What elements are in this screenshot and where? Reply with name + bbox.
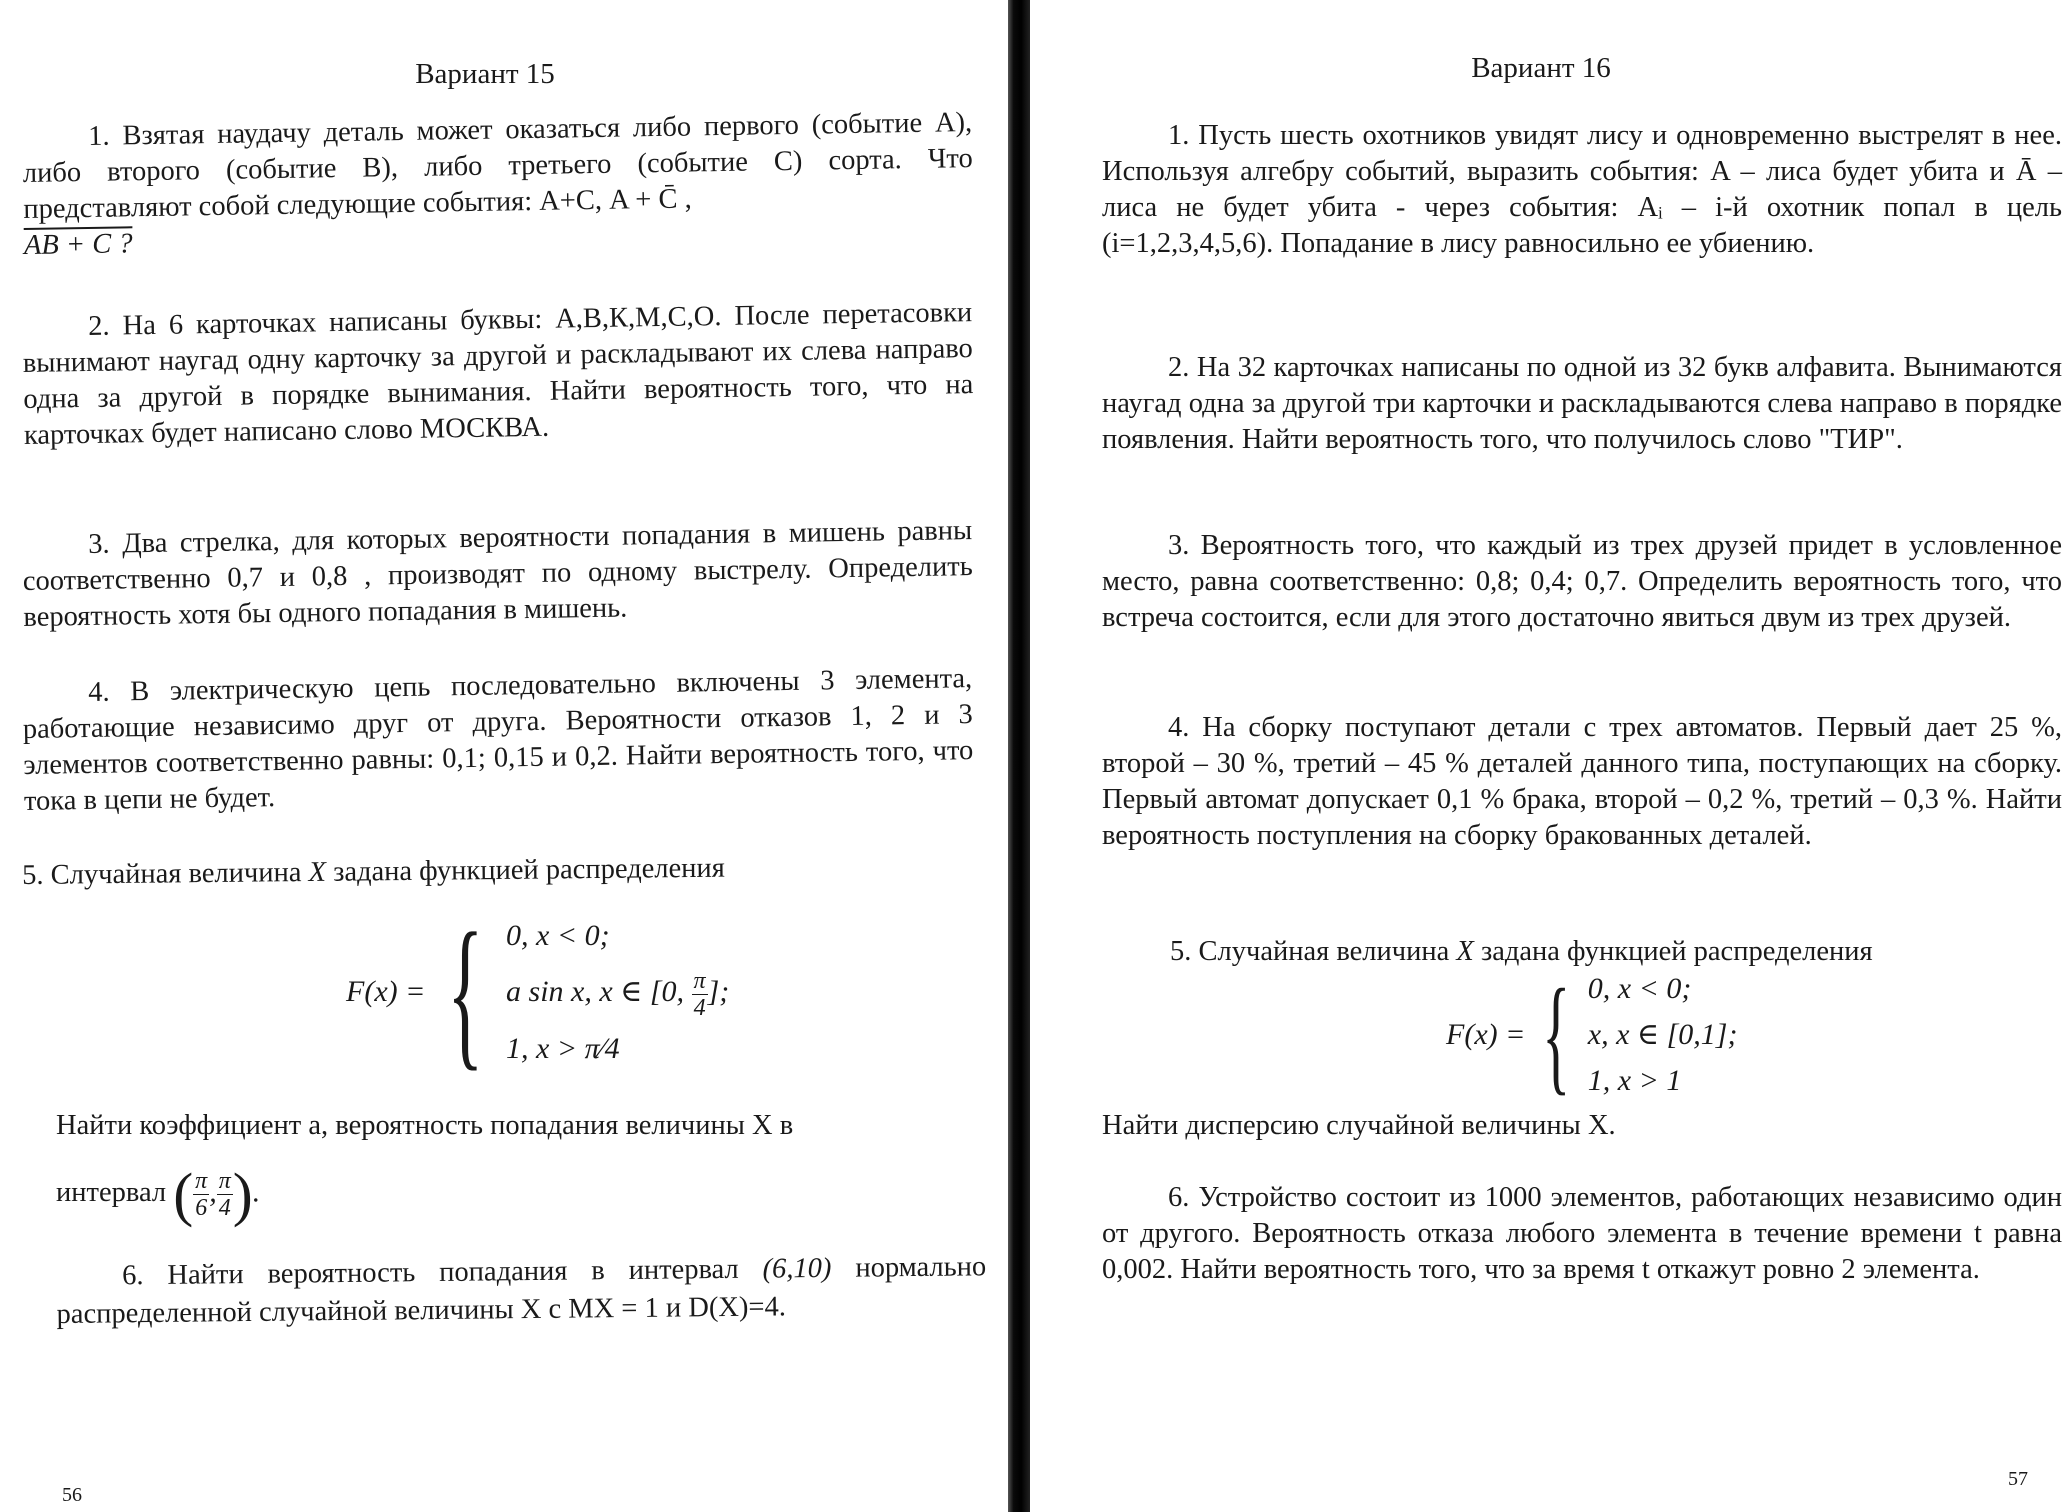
right-problem-3-text: 3. Вероятность того, что каждый из трех друзей придет в условленное место, равна соответственно: 0,8; 0,4; 0,7. Определить вероятность того, что встреча состоится, если для этого достаточно явиться двум из трех друзей. <box>1102 530 2062 633</box>
left-page-number: 56 <box>62 1484 82 1506</box>
right-problem-5-find: Найти дисперсию случайной величины X. <box>1102 1110 1616 1141</box>
left-problem-3 <box>22 513 974 636</box>
right-distribution-formula <box>1446 963 1738 1107</box>
right-formula-row-1: 0, x < 0; <box>1587 972 1692 1005</box>
right-page-number: 57 <box>2008 1468 2028 1490</box>
left-formula-fx: F(x) = <box>346 975 426 1009</box>
left-problem-4-text: 4. В электрическую цепь последовательно включены 3 элемента, работающие независимо друг от друга. Вероятности отказов 1, 2 и 3 элементов соответственно равны: 0,1; 0,15 и 0,2. Найти вероятность того, что тока в цепи не будет. <box>22 663 974 817</box>
left-problem-1 <box>22 105 974 264</box>
right-formula-brace: { <box>1542 963 1571 1107</box>
right-formula-row-2: x, x ∈ [0,1]; <box>1587 1018 1738 1051</box>
right-problem-6 <box>1102 1180 2062 1288</box>
left-problem-2 <box>22 295 974 454</box>
right-problem-4 <box>1102 710 2062 854</box>
right-problem-5-intro: 5. Случайная величина X задана функцией распределения <box>1170 936 1873 967</box>
book-spine <box>1008 0 1030 1512</box>
left-formula-pi-over-4: $\frac{\pi}{4}$ <box>693 967 706 1021</box>
left-p5-intro-a: 5. Случайная величина <box>22 857 309 891</box>
left-page-title: Вариант 15 <box>415 58 555 90</box>
right-formula-row-3: 1, x > 1 <box>1587 1064 1682 1097</box>
right-page-title: Вариант 16 <box>1471 52 1611 84</box>
right-problem-6-text: 6. Устройство состоит из 1000 элементов, работающих независимо один от другого. Вероятность отказа любого элемента в течение времени t равна 0,002. Найти вероятность того, что за время t откажут ровно 2 элемента. <box>1102 1182 2062 1285</box>
right-problem-1 <box>1102 118 2062 262</box>
left-problem-5-interval: интервал ( $\frac{\pi}{6}$ , $\frac{\pi}{4}$ ). <box>56 1161 261 1228</box>
left-formula-row-1: 0, x < 0; <box>506 919 610 952</box>
left-problem-1-tail: AB + C ? <box>23 228 133 261</box>
left-problem-5-find: Найти коэффициент a, вероятность попадания величины X в <box>56 1110 794 1141</box>
left-distribution-formula <box>346 899 730 1086</box>
left-problem-4 <box>22 661 974 820</box>
left-formula-row-3: 1, x > π⁄4 <box>506 1031 620 1065</box>
right-problem-2-text: 2. На 32 карточках написаны по одной из 32 букв алфавита. Вынимаются наугад одна за другой три карточки и раскладываются слева направо в порядке появления. Найти вероятность того, что получилось слово "ТИР". <box>1102 352 2062 455</box>
right-problem-4-text: 4. На сборку поступают детали с трех автоматов. Первый дает 25 %, второй – 30 %, третий – 45 % деталей данного типа, поступающих на сборку. Первый автомат допускает 0,1 % брака, второй – 0,2 %, третий – 0,3 %. Найти вероятность поступления на сборку бракованных деталей. <box>1102 712 2062 851</box>
left-problem-2-text: 2. На 6 карточках написаны буквы: А,В,К,М,С,О. После перетасовки вынимают наугад одну карточку за другой и раскладывают их слева направо одна за другой в порядке вынимания. Найти вероятность того, что на карточках будет написано слово МОСКВА. <box>22 297 974 451</box>
left-p5-intro-b: задана функцией распределения <box>325 852 725 888</box>
right-problem-2 <box>1102 350 2062 458</box>
left-interval-expression: ( $\frac{\pi}{6}$ , $\frac{\pi}{4}$ ). <box>173 1161 261 1228</box>
left-problem-3-text: 3. Два стрелка, для которых вероятности попадания в мишень равны соответственно 0,7 и 0,8 , производят по одному выстрелу. Определить вероятность хотя бы одного попадания в мишень. <box>22 515 973 633</box>
left-p5-var: X <box>308 856 327 888</box>
right-page <box>1030 0 2072 1512</box>
right-problem-3 <box>1102 528 2062 636</box>
left-formula-brace: { <box>447 899 484 1086</box>
right-problem-1-text: 1. Пусть шесть охотников увидят лису и одновременно выстрелят в нее. Используя алгебру событий, выразить события: A – лиса будет убита и Ā – лиса не будет убита - через события: Aᵢ – i-й охотник попал в цель (i=1,2,3,4,5,6). Попадание в лису равносильно ее убиению. <box>1102 120 2062 259</box>
left-formula-row-2: a sin x, x ∈ [0, $\frac{\pi}{4}$ ]; <box>506 967 730 1021</box>
left-problem-1-text: 1. Взятая наудачу деталь может оказаться либо первого (событие А), либо второго (событие В), либо третьего (событие С) сорта. Что представляют собой следующие события: А+С, A + C̄ , <box>22 107 973 225</box>
left-problem-6: 6. Найти вероятность попадания в интервал (6,10) нормально распределенной случайной величины X с MX = 1 и D(X)=4. <box>56 1251 987 1330</box>
left-problem-5-intro <box>22 848 972 894</box>
right-formula-fx: F(x) = <box>1446 1018 1526 1051</box>
